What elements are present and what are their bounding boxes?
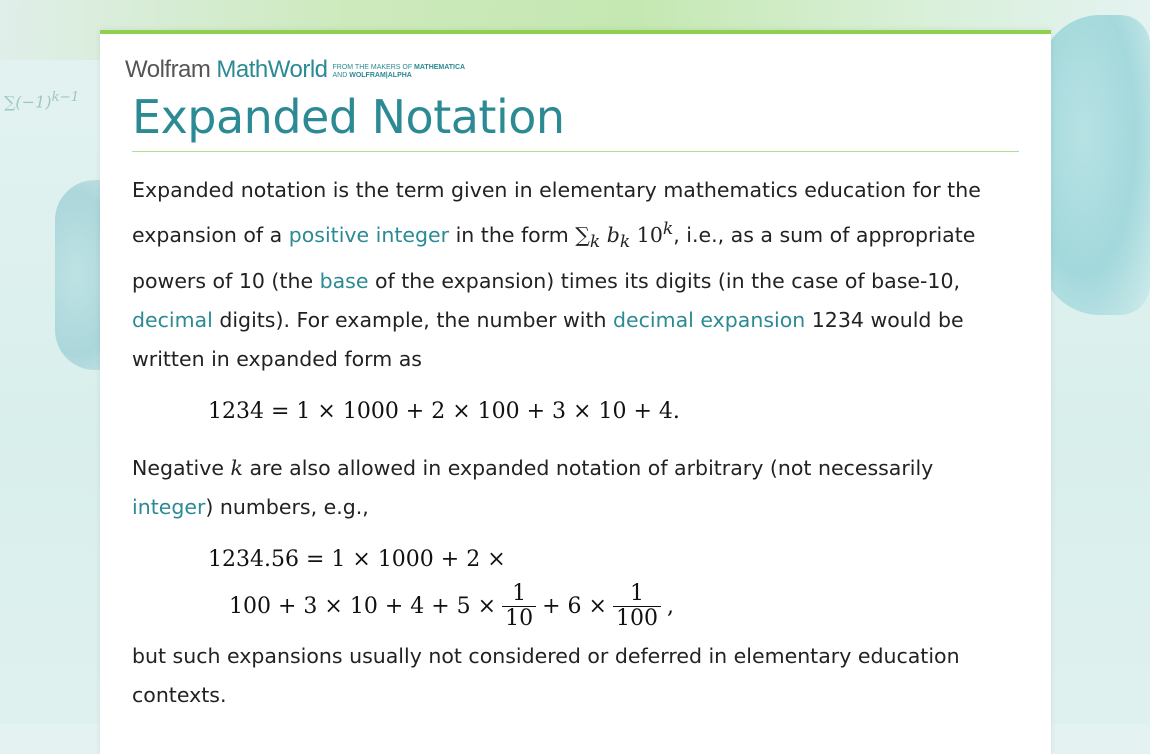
paragraph-2: Negative k are also allowed in expanded notation of arbitrary (not necessarily integer) numbers, e.g., (132, 455, 934, 519)
fraction-1-over-10: $\frac{1}{10}$ (502, 582, 536, 631)
site-logo[interactable] (125, 56, 465, 84)
link-positive-integer[interactable]: positive integer (288, 222, 450, 247)
link-base[interactable]: base (319, 268, 369, 293)
article-card (100, 30, 1051, 754)
logo-wolfram: Wolfram (125, 56, 211, 83)
link-decimal[interactable]: decimal (132, 307, 213, 332)
logo-tagline: FROM THE MAKERS OF MATHEMATICA AND WOLFRAM|ALPHA (332, 64, 466, 79)
logo-mathworld: MathWorld (216, 56, 328, 83)
background-formula: $\sum(-1)^{k-1}$ (4, 90, 80, 112)
equation-1: 1234 = 1 × 1000 + 2 × 100 + 3 × 10 + 4. (208, 398, 680, 424)
fraction-1-over-100: $\frac{1}{100}$ (613, 582, 661, 631)
link-integer[interactable]: integer (132, 494, 206, 519)
article-body (132, 171, 1019, 715)
paragraph-1: Expanded notation is the term given in elementary mathematics education for the expansion of a positive integer in the form $\sum_k$ $b_k$ 10$^k$, i.e., as a sum of appropriate powers of 10 (the base of the expansion) times its digits (in the case of base-10, decimal digits). For example, the number with decimal expansion 1234 would be written in expanded form as (132, 178, 981, 371)
link-decimal-expansion[interactable]: decimal expansion (613, 307, 806, 332)
paragraph-3: but such expansions usually not considered or deferred in elementary education contexts. (132, 643, 960, 707)
sum-formula: $\sum_k$ $b_k$ 10$^k$ (575, 219, 674, 252)
title-divider (132, 151, 1019, 152)
page-title: Expanded Notation (132, 90, 565, 144)
background-surface-right (1040, 15, 1150, 315)
equation-2: 1234.56 = 1 × 1000 + 2 × 100 + 3 × 10 + 4 + 5 × $\frac{1}{10}$ + 6 × $\frac{1}{100}$ , (208, 546, 674, 632)
